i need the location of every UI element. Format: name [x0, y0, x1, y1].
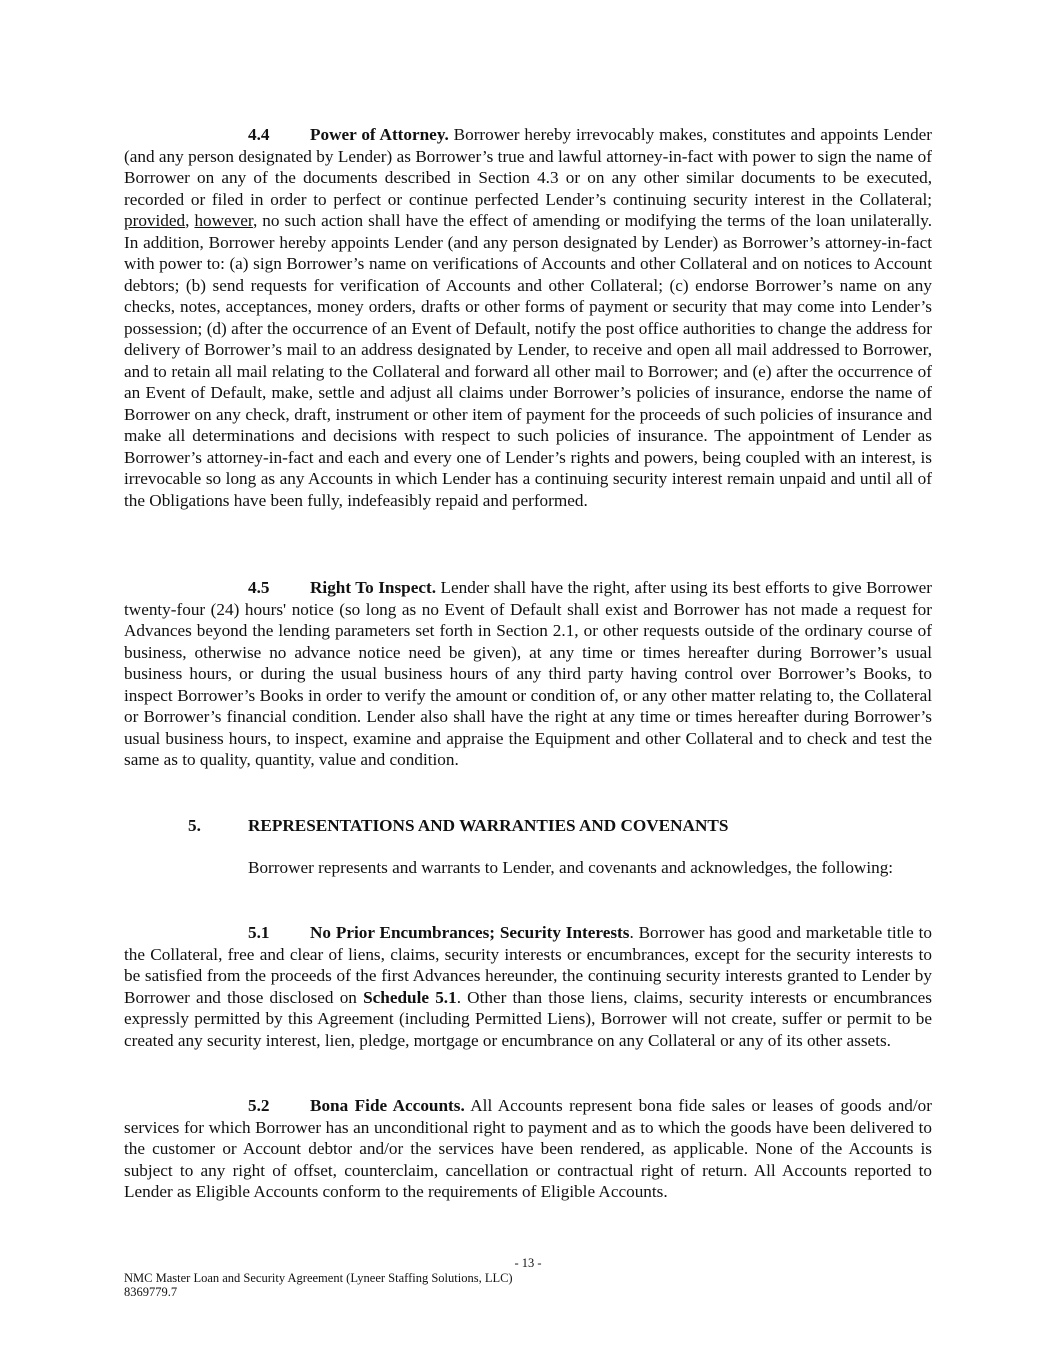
footer-document-title: NMC Master Loan and Security Agreement (Lyneer Staffing Solutions, LLC) [124, 1270, 513, 1285]
section-4-4-paragraph: 4.4 Power of Attorney. Borrower hereby irrevocably makes, constitutes and appoints Lender (and any person designated by Lender) as Borrower’s true and lawful attorney-in-fact with power to sign the name of Borrower on any of the documents described in Section 4.3 or on any other similar documents to be executed, recorded or filed in order to perfect or continue perfected Lender’s continuing security interest in the Collateral; provided, however, no such action shall have the effect of amending or modifying the terms of the loan unilaterally. In addition, Borrower hereby appoints Lender (and any person designated by Lender) as Borrower’s attorney-in-fact with power to: (a) sign Borrower’s name on verifications of Accounts and other Collateral and on notices to Account debtors; (b) send requests for verification of Accounts and other Collateral; (c) endorse Borrower’s name on any checks, notes, acceptances, money orders, drafts or other forms of payment or security that may come into Lender’s possession; (d) after the occurrence of an Event of Default, notify the post office authorities to change the address for delivery of Borrower’s mail to an address designated by Lender, to receive and open all mail addressed to Borrower, and to retain all mail relating to the Collateral and forward all other mail to Borrower; and (e) after the occurrence of an Event of Default, make, settle and adjust all claims under Borrower’s policies of insurance, endorse the name of Borrower on any check, draft, instrument or other item of payment for the proceeds of such policies of insurance and make all determinations and decisions with respect to such policies of insurance. The appointment of Lender as Borrower’s attorney-in-fact and each and every one of Lender’s rights and powers, being coupled with an interest, is irrevocable so long as any Accounts in which Lender has a continuing security interest remain unpaid and until all of the Obligations have been fully, indefeasibly repaid and performed. [124, 125, 933, 510]
section-body-cont: no such action shall have the effect of amending or modifying the terms of the loan unilaterally. In addition, Borrower hereby appoints Lender (and any person designated by Lender) as Borrower’s attorney-in-fact with power to: (a) sign Borrower’s name on verifications of Accounts and other Collateral and on notices to Account debtors; (b) send requests for verification of Accounts and other Collateral; (c) endorse Borrower’s name on any checks, notes, acceptances, money orders, drafts or other forms of payment or security that may come into Lender’s possession; (d) after the occurrence of an Event of Default, notify the post office authorities to change the address for delivery of Borrower’s mail to an address designated by Lender, to receive and open all mail addressed to Borrower, and to retain all mail relating to the Collateral and forward all other mail to Borrower; and (e) after the occurrence of an Event of Default, make, settle and adjust all claims under Borrower’s policies of insurance, endorse the name of Borrower on any check, draft, instrument or other item of payment for the proceeds of such policies of insurance and make all determinations and decisions with respect to such policies of insurance. The appointment of Lender as Borrower’s attorney-in-fact and each and every one of Lender’s rights and powers, being coupled with an interest, is irrevocable so long as any Accounts in which Lender has a continuing security interest remain unpaid and until all of the Obligations have been fully, indefeasibly repaid and performed. [124, 211, 932, 510]
section-4-4 [124, 124, 932, 511]
section-5-2-paragraph [124, 1095, 932, 1203]
section-5-1 [124, 922, 932, 1051]
page-number: - 13 - [514, 1256, 542, 1270]
section-title: No Prior Encumbrances; Security Interests [310, 923, 630, 942]
section-5-2 [124, 1095, 932, 1203]
footer-document-id: 8369779.7 [124, 1285, 178, 1299]
however-term: however [194, 211, 253, 230]
section-body: . Borrower has good and marketable title to the Collateral, free and clear of liens, claims, security interests or encumbrances, except for the security interests to be satisfied from the proceeds of the first Advances hereunder, the continuing security interests granted to Lender by Borrower and those disclosed on [124, 923, 932, 1007]
section-4-5 [124, 577, 932, 771]
provided-term: provided [124, 211, 186, 230]
section-title: Power of Attorney. [310, 125, 449, 144]
section-5-heading [188, 815, 728, 837]
section-number: 4.5 [248, 578, 270, 597]
intro-paragraph: Borrower represents and warrants to Lender, and covenants and acknowledges, the following: [248, 858, 894, 877]
schedule-reference: Schedule 5.1 [363, 987, 457, 1007]
section-4-5-paragraph [124, 577, 932, 771]
page-footer [124, 1256, 932, 1300]
section-body: Borrower hereby irrevocably makes, constitutes and appoints Lender (and any person designated by Lender) as Borrower’s true and lawful attorney-in-fact with power to sign the name of Borrower on any of the documents described in Section 4.3 or on any other similar documents to be executed, recorded or filed in order to perfect or continue perfected Lender’s continuing security interest in the Collateral; [124, 125, 933, 209]
section-title: Right To Inspect. [310, 578, 437, 597]
section-body: All Accounts represent bona fide sales or leases of goods and/or services for which Borrower has an unconditional right to payment and as to which the goods have been delivered to the customer or Account debtor and/or the services have been rendered, as applicable. None of the Accounts is subject to any right of offset, counterclaim, cancellation or contractual right of return. All Accounts reported to Lender as Eligible Accounts conform to the requirements of Eligible Accounts. [124, 1096, 932, 1201]
section-number: 5.2 [248, 1096, 270, 1115]
section-5-intro [124, 857, 932, 879]
section-number: 5.1 [248, 923, 270, 942]
section-body-cont: . Other than those liens, claims, security interests or encumbrances expressly permitted by this Agreement (including Permitted Liens), Borrower will not create, suffer or permit to be created any security interest, lien, pledge, mortgage or encumbrance on any Collateral or any of its other assets. [124, 987, 932, 1050]
section-5-1-paragraph [124, 922, 932, 1051]
section-number: 5. [188, 816, 201, 835]
section-title: REPRESENTATIONS AND WARRANTIES AND COVENANTS [248, 816, 729, 835]
section-body: Lender shall have the right, after using its best efforts to give Borrower twenty-four (24) hours' notice (so long as no Event of Default shall exist and Borrower has not made a request for Advances beyond the lending parameters set forth in Section 2.1, or other requests outside of the ordinary course of business, otherwise no advance notice need be given), at any time or times hereafter during Borrower’s usual business hours, or during the usual business hours of any third party having control over Borrower’s Books, to inspect Borrower’s Books in order to verify the amount or condition of, or any other matter relating to, the Collateral or Borrower’s financial condition. Lender also shall have the right at any time or times hereafter during Borrower’s usual business hours, to inspect, examine and appraise the Equipment and other Collateral and to check and test the same as to quality, quantity, value and condition. [124, 578, 932, 769]
section-number: 4.4 [248, 125, 270, 144]
section-title: Bona Fide Accounts. [310, 1096, 465, 1115]
